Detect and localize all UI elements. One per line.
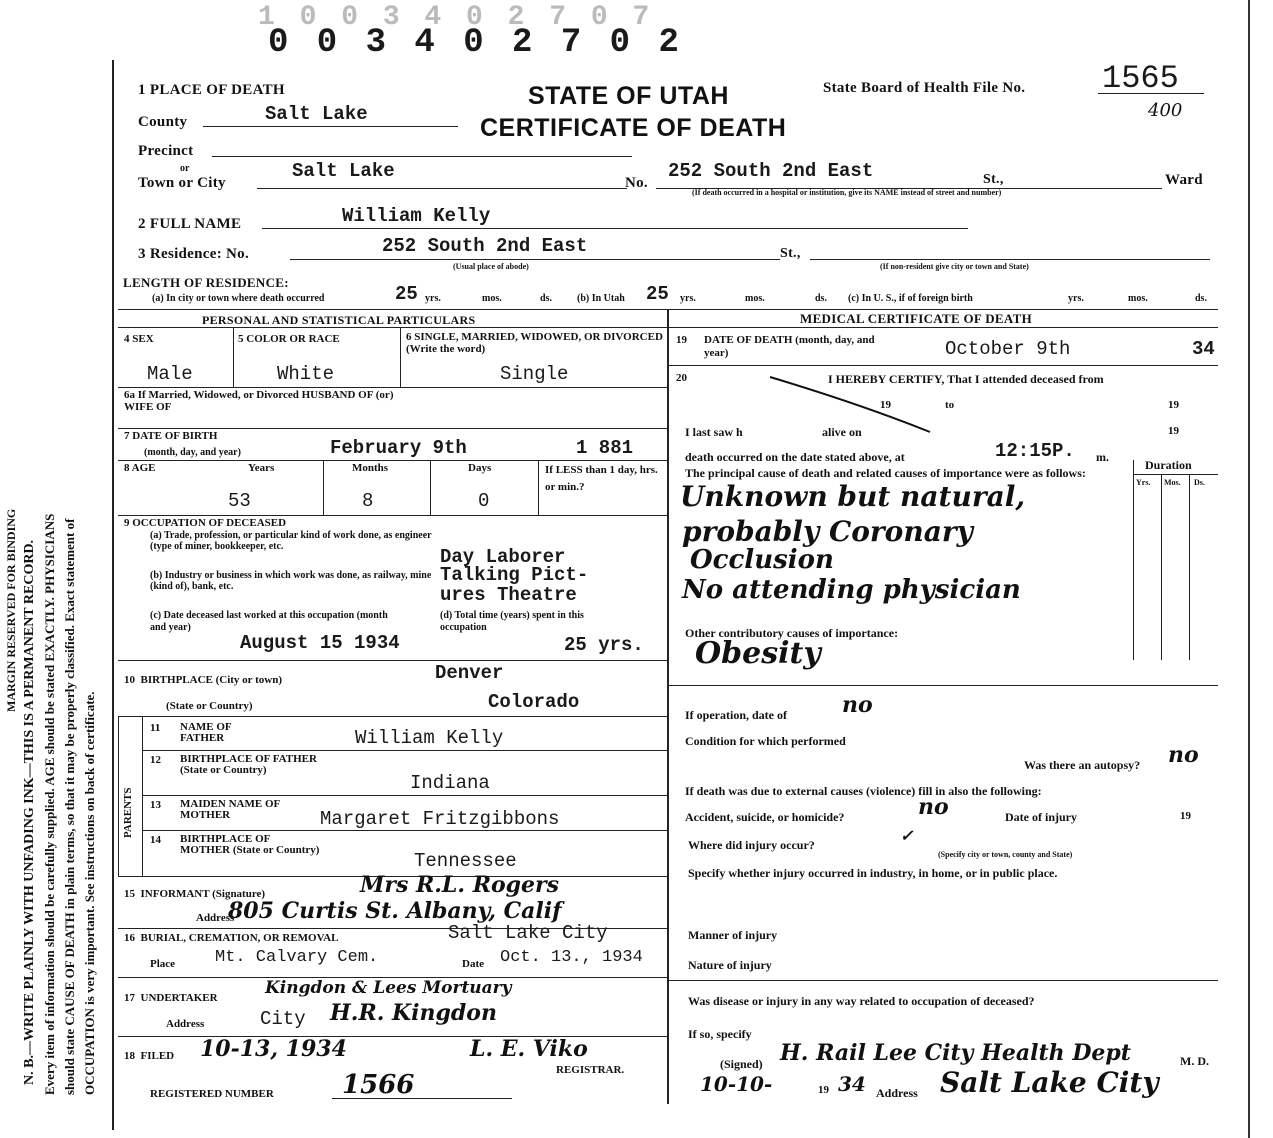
ds-label: ds. (540, 293, 552, 304)
parents-label: PARENTS (122, 787, 134, 838)
registered-number-label: REGISTERED NUMBER (150, 1088, 274, 1100)
margin-line (112, 60, 114, 1130)
accident-value: no (918, 794, 949, 820)
birthplace-label: 10 BIRTHPLACE (City or town) (124, 674, 282, 686)
father-name-label: NAME OF FATHER (180, 721, 232, 744)
informant-address-label: Address (196, 912, 235, 924)
burial-place-label: Place (150, 958, 176, 970)
where-label: Where did injury occur? (688, 838, 815, 852)
cause-line-2: probably Coronary (682, 515, 973, 548)
certificate-state-title: STATE OF UTAH (528, 82, 729, 110)
margin-ink-note: N. B.—WRITE PLAINLY WITH UNFADING INK—THIS IS A PERMANENT RECORD. (22, 539, 37, 1085)
certify-number: 20 (676, 372, 687, 384)
cause-line-3: Occlusion (690, 545, 834, 575)
precinct-label: Precinct (138, 143, 194, 159)
abode-note: (Usual place of abode) (453, 262, 529, 271)
mos-label: mos. (482, 293, 502, 304)
burial-date: Oct. 13., 1934 (500, 948, 643, 967)
registrar-signature: L. E. Viko (470, 1036, 588, 1062)
mos-label: mos. (1128, 293, 1148, 304)
registered-number: 1566 (342, 1070, 415, 1100)
yrs-label: yrs. (1068, 293, 1084, 304)
father-name: William Kelly (355, 727, 504, 749)
mother-name-label: MAIDEN NAME OF MOTHER (180, 798, 280, 821)
last-saw-label: I last saw h (685, 425, 743, 439)
color-label: 5 COLOR OR RACE (238, 333, 340, 345)
undertaker-label: 17 UNDERTAKER (124, 992, 218, 1004)
residence-utah-years: 25 (646, 283, 669, 305)
margin-instruction-2: should state CAUSE OF DEATH in plain terms, so that it may be properly classified. Exact statement of (62, 518, 77, 1095)
age-days: 0 (478, 490, 490, 512)
informant-signature: Mrs R.L. Rogers (360, 872, 560, 898)
residence-utah-label: (b) In Utah (577, 293, 625, 304)
less-than-day-label: If LESS than 1 day, hrs. or min.? (545, 464, 658, 493)
nineteen-label: 19 (1168, 399, 1179, 411)
death-time-label: death occurred on the date stated above, at (685, 450, 905, 464)
mother-birthplace: Tennessee (414, 850, 517, 872)
hospital-note: (If death occurred in a hospital or institution, give its NAME instead of street and number) (692, 188, 1002, 197)
yrs-label: yrs. (425, 293, 441, 304)
where-note: (Specify city or town, county and State) (938, 850, 1073, 859)
duration-mos: Mos. (1164, 478, 1181, 487)
personal-heading: PERSONAL AND STATISTICAL PARTICULARS (202, 313, 476, 327)
signed-label: (Signed) (720, 1057, 763, 1071)
days-label: Days (468, 462, 492, 474)
father-number: 11 (150, 722, 161, 734)
cause-line-1: Unknown but natural, (680, 480, 1026, 513)
birthplace-state-label: (State or Country) (166, 700, 253, 712)
serial-number-ghost: 1 0 0 3 4 0 2 7 0 7 (258, 2, 654, 33)
undertaker-name: Kingdon & Lees Mortuary (265, 978, 512, 998)
duration-yrs: Yrs. (1136, 478, 1151, 487)
undertaker-signature: H.R. Kingdon (330, 1000, 497, 1026)
father-birthplace: Indiana (410, 772, 490, 794)
contributory-label: Other contributory causes of importance: (685, 626, 899, 640)
serial-number: 0 0 3 4 0 2 7 0 2 (268, 24, 683, 62)
ds-label: ds. (815, 293, 827, 304)
mother-name: Margaret Fritzgibbons (320, 808, 560, 830)
nineteen-label: 19 (880, 399, 891, 411)
related-label: Was disease or injury in any way related to occupation of deceased? (688, 994, 1035, 1008)
certify-text: I HEREBY CERTIFY, That I attended deceased from (828, 372, 1104, 386)
certify-strike-mark (760, 372, 1000, 442)
occupation-a-value: Day Laborer (440, 546, 566, 568)
occupation-c-label: (c) Date deceased last worked at this occupation (month and year) (150, 610, 388, 633)
page-edge (1248, 0, 1273, 1138)
file-no-value: 1565 (1102, 60, 1179, 97)
mother-number: 13 (150, 799, 161, 811)
burial-date-label: Date (462, 958, 484, 970)
dod-year: 34 (1192, 338, 1215, 360)
nature-label: Nature of injury (688, 958, 772, 972)
undertaker-address: City (260, 1008, 306, 1030)
registrar-label: REGISTRAR. (556, 1064, 625, 1076)
burial-place: Mt. Calvary Cem. (215, 948, 379, 967)
occupation-d-value: 25 yrs. (564, 634, 644, 656)
nineteen-label: 19 (1168, 425, 1179, 437)
burial-label: 16 BURIAL, CREMATION, OR REMOVAL (124, 932, 339, 944)
margin-binding-note: MARGIN RESERVED FOR BINDING (4, 508, 18, 712)
residence-label: 3 Residence: No. (138, 246, 250, 262)
operation-label: If operation, date of (685, 708, 787, 722)
accident-label: Accident, suicide, or homicide? (685, 810, 845, 824)
residence-value: 252 South 2nd East (382, 235, 588, 257)
sex-label: 4 SEX (124, 333, 154, 345)
undertaker-address-label: Address (166, 1018, 205, 1030)
occupation-a-label: (a) Trade, profession, or particular kind of work done, as engineer (type of miner, bookkeeper, etc. (150, 530, 432, 552)
cause-line-4: No attending physician (682, 575, 1021, 605)
dob-year: 1 881 (576, 437, 634, 459)
dob-sub-label: (month, day, and year) (144, 447, 241, 458)
duration-label: Duration (1145, 458, 1192, 472)
cause-label: The principal cause of death and related causes of importance were as follows: (685, 466, 1086, 480)
nineteen-label: 19 (1180, 810, 1191, 822)
place-of-death-label: 1 PLACE OF DEATH (138, 82, 285, 98)
margin-instruction-1: Every item of information should be carefully supplied. AGE should be stated EXACTLY. PHYSICIANS (42, 513, 57, 1095)
autopsy-label: Was there an autopsy? (1024, 758, 1141, 772)
occupation-b-label: (b) Industry or business in which work was done, as railway, mine (kind of), bank, etc. (150, 570, 432, 592)
months-label: Months (352, 462, 389, 474)
yrs-label: yrs. (680, 293, 696, 304)
physician-address: Salt Lake City (940, 1066, 1159, 1099)
injury-date-label: Date of injury (1005, 810, 1077, 824)
to-label: to (945, 399, 955, 411)
street-no-label: No. (625, 175, 648, 191)
medical-heading: MEDICAL CERTIFICATE OF DEATH (800, 311, 1032, 326)
father-birthplace-number: 12 (150, 754, 161, 766)
margin-instruction-3: OCCUPATION is very important. See instructions on back of certificate. (82, 691, 97, 1095)
ds-label: ds. (1195, 293, 1207, 304)
county-value: Salt Lake (265, 103, 368, 125)
operation-value: no (842, 692, 873, 718)
duration-ds: Ds. (1194, 478, 1205, 487)
occupation-label: 9 OCCUPATION OF DECEASED (124, 517, 287, 529)
birthplace-state: Colorado (488, 691, 580, 713)
length-of-residence-label: LENGTH OF RESIDENCE: (123, 275, 289, 290)
full-name-label: 2 FULL NAME (138, 216, 242, 232)
town-value: Salt Lake (292, 160, 395, 182)
occupation-c-value: August 15 1934 (240, 632, 400, 654)
autopsy-value: no (1168, 742, 1199, 768)
birthplace-city: Denver (435, 662, 504, 684)
occupation-b-value-1: Talking Pict- (440, 564, 589, 586)
dob-label: 7 DATE OF BIRTH (124, 430, 218, 442)
signed-year: 34 (838, 1072, 866, 1096)
file-no-label: State Board of Health File No. (823, 80, 1026, 96)
sex-value: Male (147, 363, 193, 385)
nonresident-note: (If non-resident give city or town and State) (880, 262, 1029, 271)
father-birthplace-label: BIRTHPLACE OF FATHER (State or Country) (180, 753, 317, 776)
residence-us-label: (c) In U. S., if of foreign birth (848, 293, 973, 304)
occupation-d-label: (d) Total time (years) spent in this occupation (440, 610, 584, 633)
residence-city-label: (a) In city or town where death occurred (152, 293, 325, 304)
ward-label: Ward (1165, 172, 1203, 188)
residence-city-years: 25 (395, 283, 418, 305)
street-value: 252 South 2nd East (668, 160, 874, 182)
informant-label: 15 INFORMANT (Signature) (124, 888, 266, 900)
where-value: ✓ (900, 826, 914, 845)
condition-label: Condition for which performed (685, 734, 846, 748)
md-label: M. D. (1180, 1054, 1209, 1068)
file-no-note: 400 (1148, 100, 1183, 121)
mos-label: mos. (745, 293, 765, 304)
dob-value: February 9th (330, 437, 467, 459)
age-months: 8 (362, 490, 374, 512)
dod-label: DATE OF DEATH (month, day, and year) (704, 334, 875, 359)
manner-label: Manner of injury (688, 928, 778, 942)
town-label: Town or City (138, 175, 226, 191)
filed-date: 10-13, 1934 (200, 1036, 347, 1062)
full-name-value: William Kelly (342, 205, 491, 227)
dod-number: 19 (676, 334, 687, 346)
contributory-value: Obesity (695, 636, 821, 671)
marital-value: Single (500, 363, 569, 385)
filed-label: 18 FILED (124, 1050, 175, 1062)
burial-value: Salt Lake City (448, 922, 608, 944)
signed-date: 10-10- (700, 1072, 773, 1096)
street-st-label: St., (983, 172, 1004, 187)
county-label: County (138, 114, 188, 130)
marital-label: 6 SINGLE, MARRIED, WIDOWED, OR DIVORCED (Write the word) (406, 331, 663, 355)
m-label: m. (1096, 450, 1109, 464)
color-value: White (277, 363, 335, 385)
years-label: Years (248, 462, 275, 474)
specify-label: Specify whether injury occurred in industry, in home, or in public place. (688, 866, 1058, 880)
dod-value: October 9th (945, 338, 1071, 360)
informant-address: 805 Curtis St. Albany, Calif (228, 898, 562, 924)
age-label: 8 AGE (124, 462, 156, 474)
nineteen-label: 19 (818, 1084, 829, 1096)
age-years: 53 (228, 490, 251, 512)
physician-address-label: Address (876, 1086, 918, 1100)
mother-birthplace-label: BIRTHPLACE OF MOTHER (State or Country) (180, 833, 320, 856)
residence-st-label: St., (780, 246, 801, 261)
alive-on-label: alive on (822, 425, 862, 439)
physician-signature: H. Rail Lee City Health Dept (780, 1040, 1131, 1066)
external-causes-label: If death was due to external causes (violence) fill in also the following: (685, 784, 1042, 798)
spouse-label: 6a If Married, Widowed, or Divorced HUSBAND OF (or) WIFE OF (124, 389, 394, 413)
occupation-b-value-2: ures Theatre (440, 584, 577, 606)
mother-birthplace-number: 14 (150, 834, 161, 846)
if-so-label: If so, specify (688, 1027, 752, 1041)
or-label: or (180, 163, 190, 174)
death-time: 12:15P. (995, 440, 1075, 462)
certificate-title: CERTIFICATE OF DEATH (480, 114, 787, 142)
